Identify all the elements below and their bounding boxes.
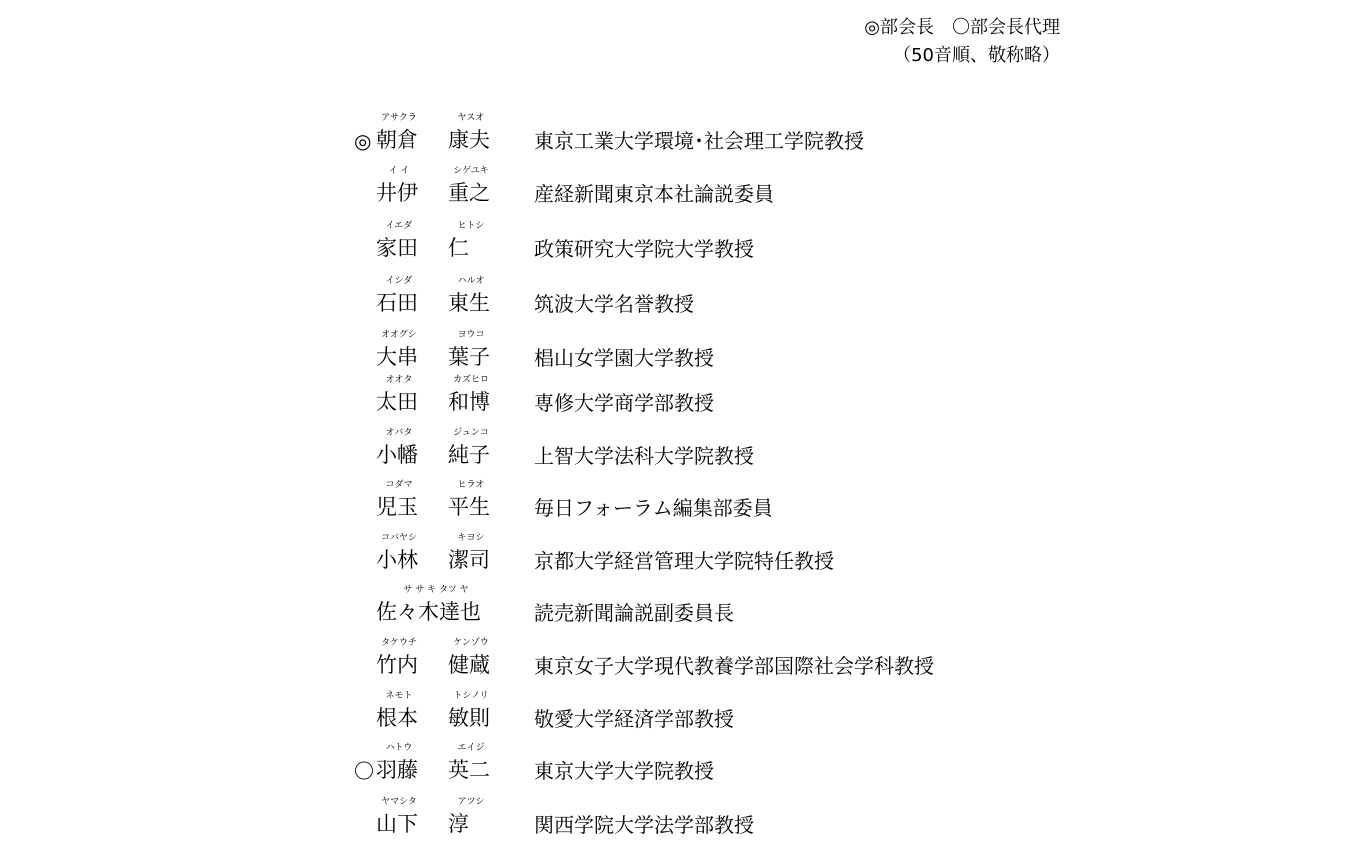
surname-reading: ネモト <box>385 691 413 701</box>
surname-reading: ハトウ <box>385 743 413 753</box>
member-surname: 根本 <box>376 706 418 730</box>
surname-reading: オオグシ <box>381 330 417 340</box>
member-name: 佐々木達也 <box>376 600 481 624</box>
given-name-reading: エイジ <box>457 743 485 753</box>
role-mark: ◎ <box>354 129 372 153</box>
member-surname: 井伊 <box>376 181 418 205</box>
member-given-name: 純子 <box>448 443 490 467</box>
given-name-reading: ヒトシ <box>457 221 485 231</box>
given-name-reading: ヨウコ <box>457 330 485 340</box>
member-row <box>0 106 1350 156</box>
member-row <box>0 368 1350 418</box>
surname-reading: コバヤシ <box>381 533 417 543</box>
surname-reading: オバタ <box>385 428 413 438</box>
surname-reading: イシダ <box>385 276 413 286</box>
member-row <box>0 684 1350 734</box>
surname-reading: ヤマシタ <box>381 797 417 807</box>
surname-reading: タケウチ <box>380 638 417 648</box>
member-affiliation: 読売新聞論説副委員長 <box>534 601 734 625</box>
member-surname: 羽藤 <box>376 758 418 782</box>
given-name-reading: キヨシ <box>457 533 485 543</box>
given-name-reading: アツシ <box>457 797 485 807</box>
member-row <box>0 526 1350 576</box>
given-name-reading: トシノリ <box>453 691 489 701</box>
member-affiliation: 東京工業大学環境･社会理工学院教授 <box>534 129 864 153</box>
member-surname: 石田 <box>376 291 418 315</box>
member-surname: 山下 <box>376 812 418 836</box>
member-row <box>0 473 1350 523</box>
member-given-name: 健蔵 <box>448 653 490 677</box>
member-row <box>0 736 1350 786</box>
legend-roles: ◎部会長 〇部会長代理 <box>864 17 1060 38</box>
member-row <box>0 578 1350 628</box>
member-row <box>0 631 1350 681</box>
member-given-name: 康夫 <box>448 128 490 152</box>
member-row <box>0 323 1350 373</box>
member-given-name: 潔司 <box>448 548 490 572</box>
member-affiliation: 敬愛大学経済学部教授 <box>534 707 734 731</box>
role-mark: 〇 <box>354 759 374 783</box>
member-surname: 太田 <box>376 390 418 414</box>
given-name-reading: カズヒロ <box>452 375 489 385</box>
surname-reading: コダマ <box>385 480 413 490</box>
member-affiliation: 関西学院大学法学部教授 <box>534 813 754 837</box>
surname-reading: オオタ <box>385 375 413 385</box>
member-affiliation: 筑波大学名誉教授 <box>534 292 694 316</box>
member-affiliation: 京都大学経営管理大学院特任教授 <box>534 549 834 573</box>
member-affiliation: 東京女子大学現代教養学部国際社会学科教授 <box>534 654 934 678</box>
surname-reading: イ イ <box>388 166 410 176</box>
surname-reading: イエダ <box>385 221 413 231</box>
member-affiliation: 椙山女学園大学教授 <box>534 346 714 370</box>
member-given-name: 淳 <box>448 812 469 836</box>
member-row <box>0 214 1350 264</box>
member-row <box>0 421 1350 471</box>
member-affiliation: 東京大学大学院教授 <box>534 759 714 783</box>
member-affiliation: 政策研究大学院大学教授 <box>534 237 754 261</box>
given-name-reading: ハルオ <box>457 276 485 286</box>
member-surname: 小幡 <box>376 443 418 467</box>
member-given-name: 仁 <box>448 236 469 260</box>
legend-ordering-note: （50音順、敬称略） <box>893 45 1060 66</box>
member-given-name: 東生 <box>448 291 490 315</box>
given-name-reading: ケンゾウ <box>453 638 489 648</box>
surname-reading: アサクラ <box>381 113 417 123</box>
member-surname: 朝倉 <box>376 128 418 152</box>
member-surname: 家田 <box>376 236 418 260</box>
member-affiliation: 上智大学法科大学院教授 <box>534 444 754 468</box>
member-row <box>0 269 1350 319</box>
name-reading: サ サ キ タツ ヤ <box>403 585 469 595</box>
member-surname: 小林 <box>376 548 418 572</box>
given-name-reading: シゲユキ <box>453 166 489 176</box>
member-given-name: 和博 <box>448 390 490 414</box>
member-given-name: 英二 <box>448 758 490 782</box>
member-row <box>0 159 1350 209</box>
member-surname: 児玉 <box>376 495 418 519</box>
member-affiliation: 産経新聞東京本社論説委員 <box>534 182 774 206</box>
given-name-reading: ヒラオ <box>457 480 485 490</box>
given-name-reading: ヤスオ <box>457 113 485 123</box>
member-row <box>0 790 1350 840</box>
given-name-reading: ジュンコ <box>453 428 489 438</box>
member-surname: 竹内 <box>376 653 418 677</box>
member-given-name: 平生 <box>448 495 490 519</box>
member-given-name: 重之 <box>448 181 490 205</box>
member-affiliation: 専修大学商学部教授 <box>534 391 714 415</box>
member-surname: 大串 <box>376 345 418 369</box>
member-given-name: 敏則 <box>448 706 490 730</box>
member-affiliation: 毎日フォーラム編集部委員 <box>534 496 773 520</box>
member-given-name: 葉子 <box>448 345 490 369</box>
